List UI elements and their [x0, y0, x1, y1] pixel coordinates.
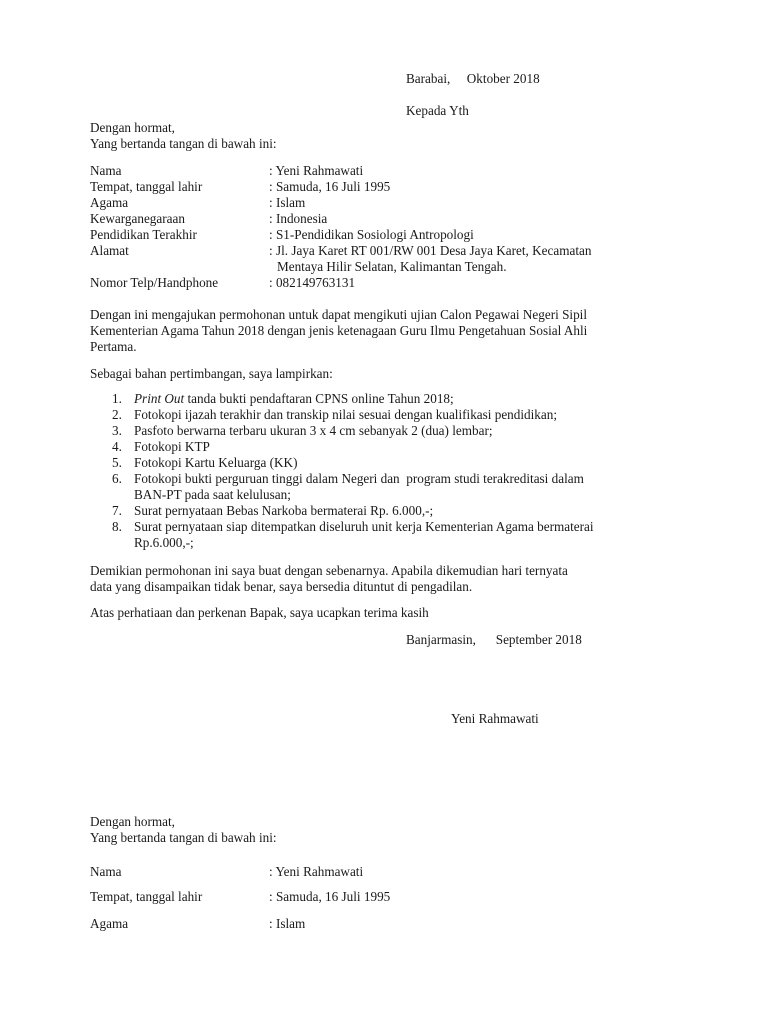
- attachments-intro: Sebagai bahan pertimbangan, saya lampirkan:: [90, 366, 333, 381]
- field-value: : Islam: [269, 916, 306, 931]
- list-text: Rp.6.000,-;: [134, 535, 194, 550]
- list-number: 7.: [112, 503, 122, 518]
- field-label: Tempat, tanggal lahir: [90, 889, 203, 904]
- list-text: tanda bukti pendaftaran CPNS online Tahun 2018;: [184, 391, 454, 406]
- field-value: : S1-Pendidikan Sosiologi Antropologi: [269, 227, 474, 242]
- list-number: 8.: [112, 519, 122, 534]
- list-text: Fotokopi bukti perguruan tinggi dalam Negeri dan program studi terakreditasi dalam: [134, 471, 584, 486]
- field-value: : Yeni Rahmawati: [269, 864, 364, 879]
- list-number: 1.: [112, 391, 122, 406]
- thanks-line: Atas perhatiaan dan perkenan Bapak, saya ucapkan terima kasih: [90, 605, 429, 620]
- list-text: Fotokopi ijazah terakhir dan transkip nilai sesuai dengan kualifikasi pendidikan;: [134, 407, 557, 422]
- body-line: Dengan ini mengajukan permohonan untuk dapat mengikuti ujian Calon Pegawai Negeri Sipil: [90, 307, 587, 322]
- field-value: : Samuda, 16 Juli 1995: [269, 179, 391, 194]
- field-label: Alamat: [90, 243, 129, 258]
- field-value: : Jl. Jaya Karet RT 001/RW 001 Desa Jaya Karet, Kecamatan: [269, 243, 592, 258]
- body-line: Kementerian Agama Tahun 2018 dengan jenis ketenagaan Guru Ilmu Pengetahuan Sosial Ahli: [90, 323, 588, 338]
- field-value: : Islam: [269, 195, 306, 210]
- field-label: Agama: [90, 916, 129, 931]
- field-label: Agama: [90, 195, 129, 210]
- list-number: 3.: [112, 423, 122, 438]
- list-text: Surat pernyataan Bebas Narkoba bermaterai Rp. 6.000,-;: [134, 503, 434, 518]
- field-label: Nomor Telp/Handphone: [90, 275, 219, 290]
- list-text: BAN-PT pada saat kelulusan;: [134, 487, 291, 502]
- greeting-2: Dengan hormat,: [90, 814, 175, 829]
- field-value-cont: Mentaya Hilir Selatan, Kalimantan Tengah.: [277, 259, 507, 274]
- field-label: Pendidikan Terakhir: [90, 227, 197, 242]
- list-text-italic: Print Out: [134, 391, 185, 406]
- list-number: 4.: [112, 439, 122, 454]
- body-line: Pertama.: [90, 339, 137, 354]
- place-date: Barabai, Oktober 2018: [406, 71, 540, 86]
- list-text: Surat pernyataan siap ditempatkan diseluruh unit kerja Kementerian Agama bermaterai: [134, 519, 594, 534]
- intro-line: Yang bertanda tangan di bawah ini:: [90, 136, 277, 151]
- closing-line: data yang disampaikan tidak benar, saya bersedia dituntut di pengadilan.: [90, 579, 473, 594]
- list-number: 6.: [112, 471, 122, 486]
- field-value: : Samuda, 16 Juli 1995: [269, 889, 391, 904]
- field-value: : Yeni Rahmawati: [269, 163, 364, 178]
- intro-line-2: Yang bertanda tangan di bawah ini:: [90, 830, 277, 845]
- field-value: : 082149763131: [269, 275, 356, 290]
- list-text: Pasfoto berwarna terbaru ukuran 3 x 4 cm sebanyak 2 (dua) lembar;: [134, 423, 493, 438]
- sign-place-date: Banjarmasin, September 2018: [406, 632, 582, 647]
- closing-line: Demikian permohonan ini saya buat dengan sebenarnya. Apabila dikemudian hari ternyata: [90, 563, 568, 578]
- field-label: Tempat, tanggal lahir: [90, 179, 203, 194]
- field-value: : Indonesia: [269, 211, 328, 226]
- list-text: Fotokopi KTP: [134, 439, 210, 454]
- greeting: Dengan hormat,: [90, 120, 175, 135]
- field-label: Kewarganegaraan: [90, 211, 185, 226]
- list-number: 5.: [112, 455, 122, 470]
- signer-name: Yeni Rahmawati: [451, 711, 539, 726]
- list-text: Fotokopi Kartu Keluarga (KK): [134, 455, 298, 470]
- field-label: Nama: [90, 163, 122, 178]
- list-number: 2.: [112, 407, 122, 422]
- field-label: Nama: [90, 864, 122, 879]
- recipient: Kepada Yth: [406, 103, 469, 118]
